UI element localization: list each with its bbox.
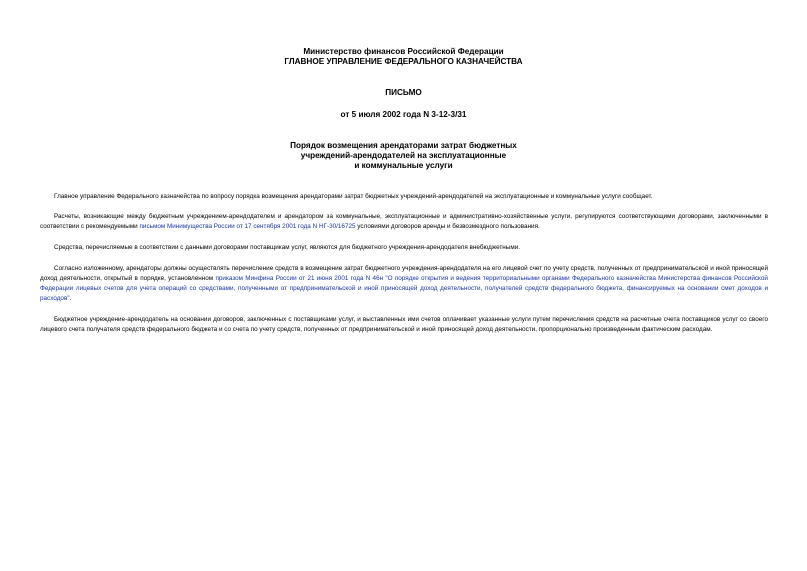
paragraph-2-text-end: условиями договоров аренды и безвозмездного пользования. xyxy=(355,223,540,230)
minfin-order-link[interactable]: приказом Минфина России от 21 июня 2001 года N 46н "О порядке открытия и ведения территориальными органами Федерального казначейства Министерства финансов Российской Федерации лицевых счетов для учета операций со средствами, полученными от предпринимательской и иной приносящей доход деятельности, получателей средств федерального бюджета, финансируемых на основании смет доходов и расходов" xyxy=(40,275,768,302)
paragraph-1 xyxy=(40,192,768,202)
paragraph-4 xyxy=(40,264,768,304)
paragraph-4-text-start: Согласно изложенному, арендаторы должны осуществлять перечисление средств в возмещение затрат бюджетного учреждения-арендодателя на его лицевой счет по учету средств, полученных от предпринимательской и иной приносящей доход деятельности, открытый в порядке, установленном xyxy=(40,265,768,282)
subject-line-2: учреждений-арендодателей на эксплуатационные xyxy=(300,151,507,160)
document-date-number: от 5 июля 2002 года N 3-12-3/31 xyxy=(340,110,467,119)
subject-line-1: Порядок возмещения арендаторами затрат бюджетных xyxy=(290,141,517,150)
minimushchestvo-letter-link[interactable]: письмом Минимущества России от 17 сентября 2001 года N НГ-30/16725 xyxy=(139,223,356,230)
paragraph-5 xyxy=(40,315,768,335)
paragraph-4-text-end: . xyxy=(69,295,72,302)
paragraph-5-text: Бюджетное учреждение-арендодатель на основании договоров, заключенных с поставщиками услуг, и выставленных ими счетов оплачивает указанные услуги путем перечисления средств на расчетные счета поставщиков услуг со своего лицевого счета получателя средств федерального бюджета и со счета по учету средств, полученных от предпринимательской и иной приносящей доход деятельности, пропорционально произведенным фактическим расходам. xyxy=(40,316,768,333)
subject-line-3: и коммунальные услуги xyxy=(354,161,453,170)
document-type: ПИСЬМО xyxy=(385,88,422,97)
paragraph-2-text-start: Расчеты, возникающие между бюджетным учреждением-арендодателем и арендатором за коммунальные, эксплуатационные и административно-хозяйственные услуги, регулируются соответствующими договорами, заключенными в соответствии с рекомендуемыми xyxy=(40,213,768,230)
paragraph-3-text: Средства, перечисляемые в соответствии с данными договорами поставщикам услуг, являются для бюджетного учреждения-арендодателя внебюджетными. xyxy=(54,244,521,251)
paragraph-3 xyxy=(40,243,768,253)
paragraph-1-text: Главное управление Федерального казначейства по вопросу порядка возмещения арендаторами затрат бюджетных учреждений-арендодателей на эксплуатационные и коммунальные услуги сообщает. xyxy=(54,193,653,200)
paragraph-2 xyxy=(40,212,768,232)
department-name: ГЛАВНОЕ УПРАВЛЕНИЕ ФЕДЕРАЛЬНОГО КАЗНАЧЕЙСТВА xyxy=(284,57,523,66)
ministry-name: Министерство финансов Российской Федерации xyxy=(303,47,504,56)
